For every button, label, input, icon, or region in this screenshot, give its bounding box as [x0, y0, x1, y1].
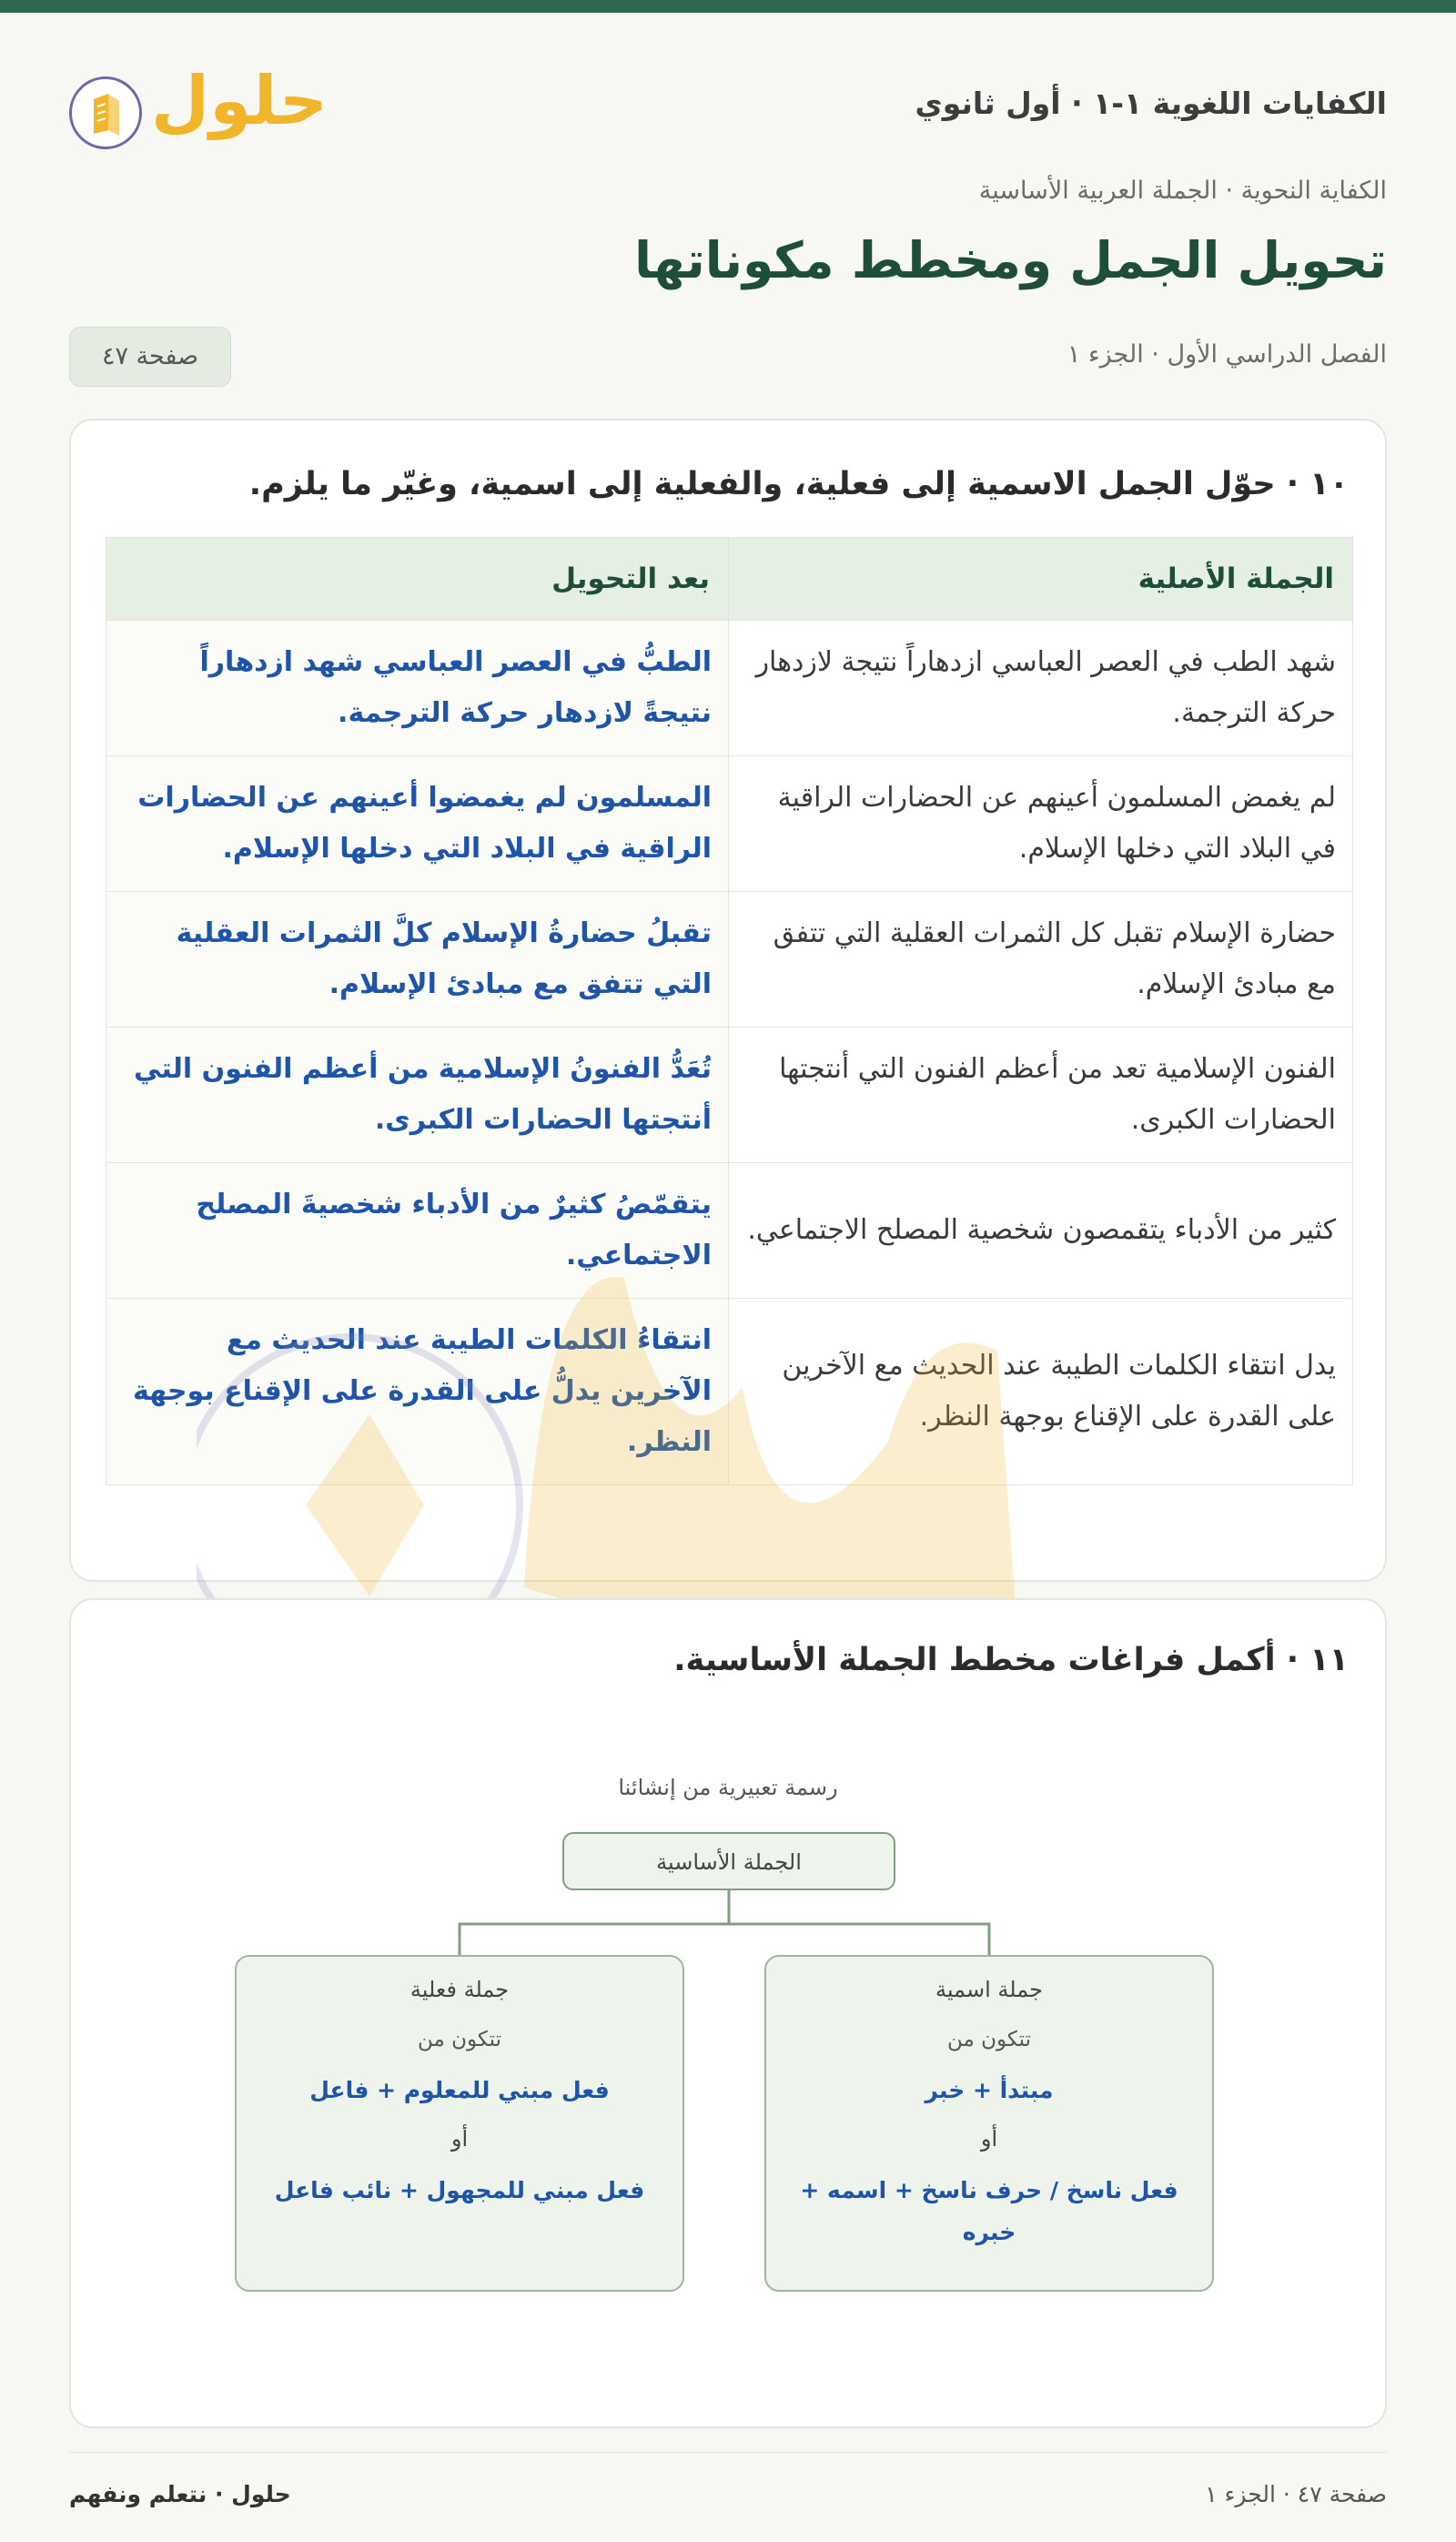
converted-sentence: تُعَدُّ الفنونُ الإسلامية من أعظم الفنون التي أنتجتها الحضارات الكبرى.: [106, 1028, 729, 1163]
root-node: الجملة الأساسية: [562, 1832, 895, 1890]
original-sentence: حضارة الإسلام تقبل كل الثمرات العقلية التي تتفق مع مبادئ الإسلام.: [729, 892, 1353, 1028]
table-row: [106, 621, 1353, 756]
page: [69, 13, 1387, 2542]
answer-option-1: فعل مبني للمعلوم + فاعل: [309, 2077, 610, 2103]
footer-page-info: صفحة ٤٧ · الجزء ١: [1205, 2481, 1387, 2507]
original-sentence: كثير من الأدباء يتقمصون شخصية المصلح الاجتماعي.: [729, 1163, 1353, 1299]
page-number-badge: صفحة ٤٧: [69, 327, 231, 387]
converted-sentence: انتقاءُ الكلمات الطيبة عند الحديث مع الآخرين يدلُّ على القدرة على الإقناع بوجهة النظر.: [106, 1299, 729, 1485]
nominal-sentence-node: [764, 1955, 1214, 2292]
conversion-table: [106, 537, 1353, 1485]
question-10-card: [69, 419, 1387, 1582]
question-11-title: ١١ · أكمل فراغات مخطط الجملة الأساسية.: [673, 1642, 1349, 1678]
top-accent-bar: [0, 0, 1456, 13]
node-title: جملة اسمية: [935, 1977, 1043, 2002]
converted-sentence: يتقمّصُ كثيرٌ من الأدباء شخصيةَ المصلح الاجتماعي.: [106, 1163, 729, 1299]
site-logo[interactable]: [69, 62, 329, 158]
header: [69, 62, 1387, 158]
original-sentence: الفنون الإسلامية تعد من أعظم الفنون التي أنتجتها الحضارات الكبرى.: [729, 1028, 1353, 1163]
sentence-structure-diagram: [71, 1600, 1385, 2426]
footer-divider: [69, 2452, 1387, 2453]
table-row: [106, 1299, 1353, 1485]
book-title: الكفايات اللغوية ١-١ · أول ثانوي: [915, 86, 1387, 121]
book-icon: [69, 76, 142, 149]
node-title: جملة فعلية: [410, 1977, 510, 2002]
node-subtitle: تتكون من: [418, 2028, 501, 2051]
table-row: [106, 756, 1353, 892]
verbal-sentence-node: [235, 1955, 684, 2292]
answer-option-1: مبتدأ + خبر: [925, 2077, 1054, 2103]
footer-brand: حلول · نتعلم ونفهم: [69, 2481, 291, 2507]
original-sentence: يدل انتقاء الكلمات الطيبة عند الحديث مع الآخرين على القدرة على الإقناع بوجهة النظر.: [729, 1299, 1353, 1485]
question-11-card: [69, 1598, 1387, 2428]
diagram-caption: رسمة تعبيرية من إنشائنا: [618, 1775, 838, 1800]
semester-label: الفصل الدراسي الأول · الجزء ١: [1067, 340, 1387, 369]
converted-sentence: الطبُّ في العصر العباسي شهد ازدهاراً نتيجةً لازدهار حركة الترجمة.: [106, 621, 729, 756]
converted-sentence: المسلمون لم يغمضوا أعينهم عن الحضارات الراقية في البلاد التي دخلها الإسلام.: [106, 756, 729, 892]
table-row: [106, 1163, 1353, 1299]
or-label: أو: [450, 2126, 469, 2152]
table-header-row: [106, 538, 1353, 621]
breadcrumb: الكفاية النحوية · الجملة العربية الأساسية: [978, 177, 1387, 205]
node-subtitle: تتكون من: [947, 2028, 1031, 2051]
page-title: تحويل الجمل ومخطط مكوناتها: [634, 231, 1387, 289]
column-header-converted: بعد التحويل: [106, 538, 729, 621]
table-row: [106, 1028, 1353, 1163]
question-10-title: ١٠ · حوّل الجمل الاسمية إلى فعلية، والفعلية إلى اسمية، وغيّر ما يلزم.: [248, 466, 1349, 502]
logo-wordmark: حلول: [151, 62, 329, 140]
answer-option-2: فعل ناسخ / حرف ناسخ + اسمه + خبره: [800, 2177, 1178, 2245]
column-header-original: الجملة الأصلية: [729, 538, 1353, 621]
or-label: أو: [980, 2126, 998, 2152]
original-sentence: شهد الطب في العصر العباسي ازدهاراً نتيجة لازدهار حركة الترجمة.: [729, 621, 1353, 756]
table-row: [106, 892, 1353, 1028]
original-sentence: لم يغمض المسلمون أعينهم عن الحضارات الراقية في البلاد التي دخلها الإسلام.: [729, 756, 1353, 892]
answer-option-2: فعل مبني للمجهول + نائب فاعل: [274, 2177, 645, 2203]
converted-sentence: تقبلُ حضارةُ الإسلام كلَّ الثمرات العقلية التي تتفق مع مبادئ الإسلام.: [106, 892, 729, 1028]
